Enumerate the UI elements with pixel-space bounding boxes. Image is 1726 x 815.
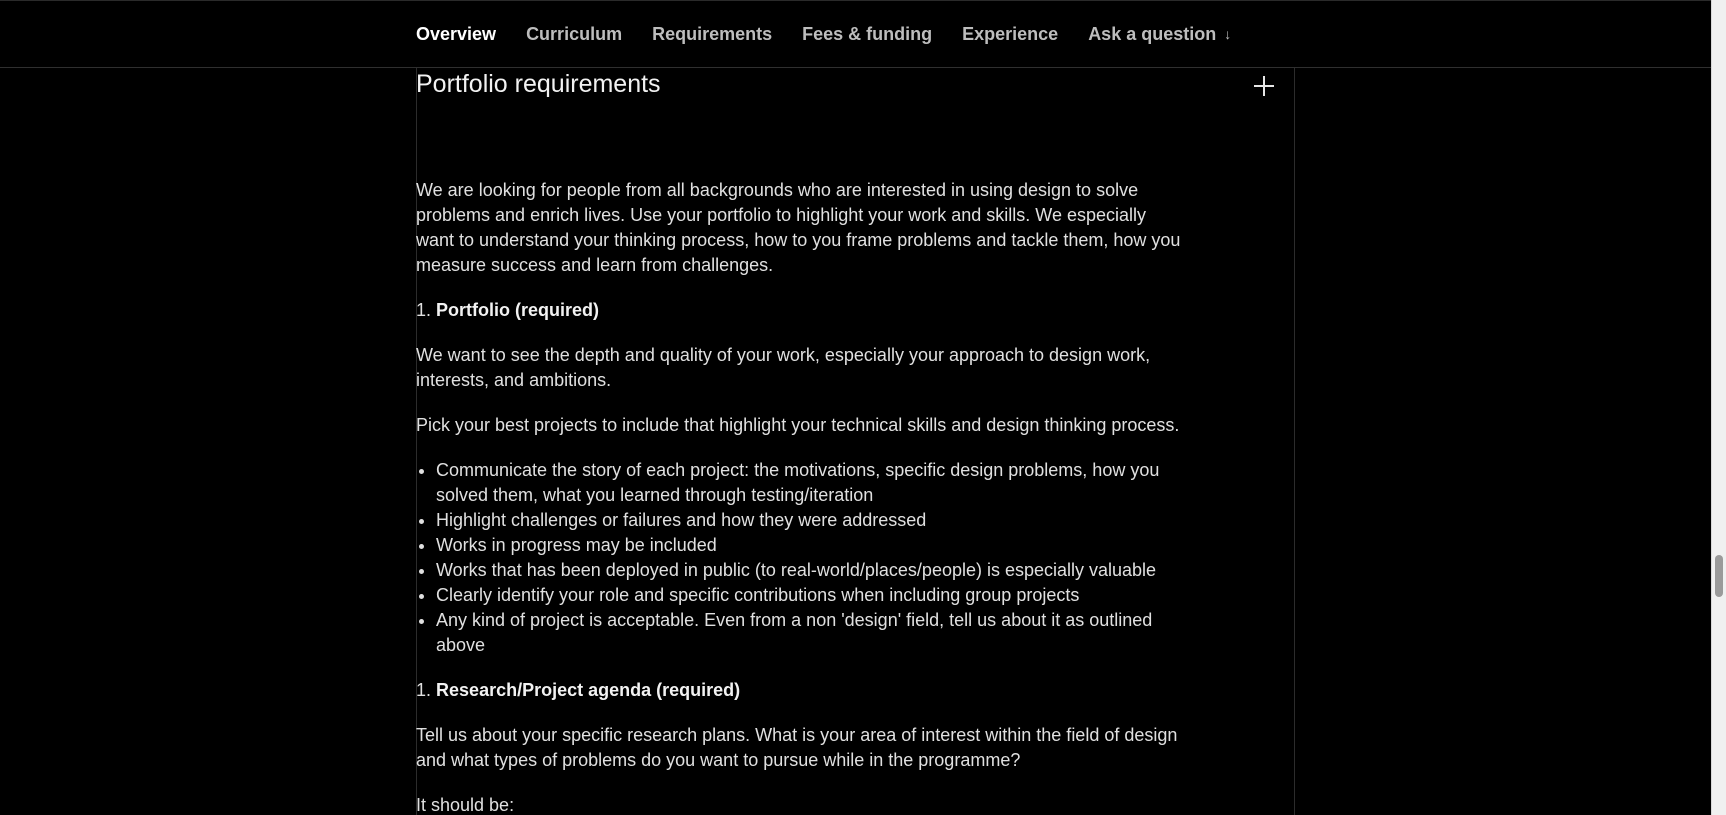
accordion-title: Portfolio requirements [416,70,661,98]
nav-item-label: Ask a question [1088,23,1217,44]
section-heading-research-agenda [416,678,1186,703]
list-item: • Works in progress may be included [436,533,1186,558]
section-heading-text: Research/Project agenda (required) [436,680,741,700]
portfolio-paragraph-2: Pick your best projects to include that highlight your technical skills and design thinking process. [416,415,1180,435]
nav-item-experience[interactable] [962,24,1058,45]
accordion-content [416,178,1186,815]
portfolio-paragraph-1: We want to see the depth and quality of your work, especially your approach to design work, interests, and ambitions. [416,345,1151,390]
research-paragraph-2: It should be: [416,795,515,815]
section-heading-text: Portfolio (required) [436,300,600,320]
vertical-scrollbar[interactable] [1711,0,1726,815]
nav-item-label: Requirements [652,23,773,44]
nav-item-label: Curriculum [526,23,623,44]
nav-item-label: Fees & funding [802,23,933,44]
list-item: • Any kind of project is acceptable. Even from a non 'design' field, tell us about it as outlined above [436,608,1186,658]
research-paragraph-1: Tell us about your specific research plans. What is your area of interest within the field of design and what types of problems do you want to pursue while in the programme? [416,725,1178,770]
list-number: 1. [416,680,432,700]
nav-item-curriculum[interactable] [526,24,622,45]
section-nav [416,1,1261,67]
list-item: • Works that has been deployed in public (to real-world/places/people) is especially valuable [436,558,1186,583]
nav-item-label: Experience [962,23,1059,44]
nav-item-fees-funding[interactable] [802,24,932,45]
list-item: • Highlight challenges or failures and how they were addressed [436,508,1186,533]
nav-item-label: Overview [416,23,497,44]
nav-item-overview[interactable] [416,24,496,45]
scrollbar-thumb[interactable] [1715,555,1723,597]
nav-item-ask-a-question[interactable] [1088,24,1231,45]
top-navigation-bar [0,0,1711,68]
section-heading-portfolio [416,298,1186,323]
list-item: • Communicate the story of each project: the motivations, specific design problems, how you solved them, what you learned through testing/iteration [436,458,1186,508]
nav-item-requirements[interactable] [652,24,772,45]
intro-paragraph: We are looking for people from all backgrounds who are interested in using design to solve problems and enrich lives. Use your portfolio to highlight your work and skills. We especially want to understand your thinking process, how to you frame problems and tackle them, how you measure success and learn from challenges. [416,180,1181,275]
plus-icon[interactable] [1253,75,1275,97]
arrow-down-icon: ↓ [1224,26,1232,42]
accordion-portfolio-requirements[interactable] [416,66,1278,106]
portfolio-bullet-list [416,458,1186,658]
list-number: 1. [416,300,432,320]
list-item: • Clearly identify your role and specific contributions when including group projects [436,583,1186,608]
